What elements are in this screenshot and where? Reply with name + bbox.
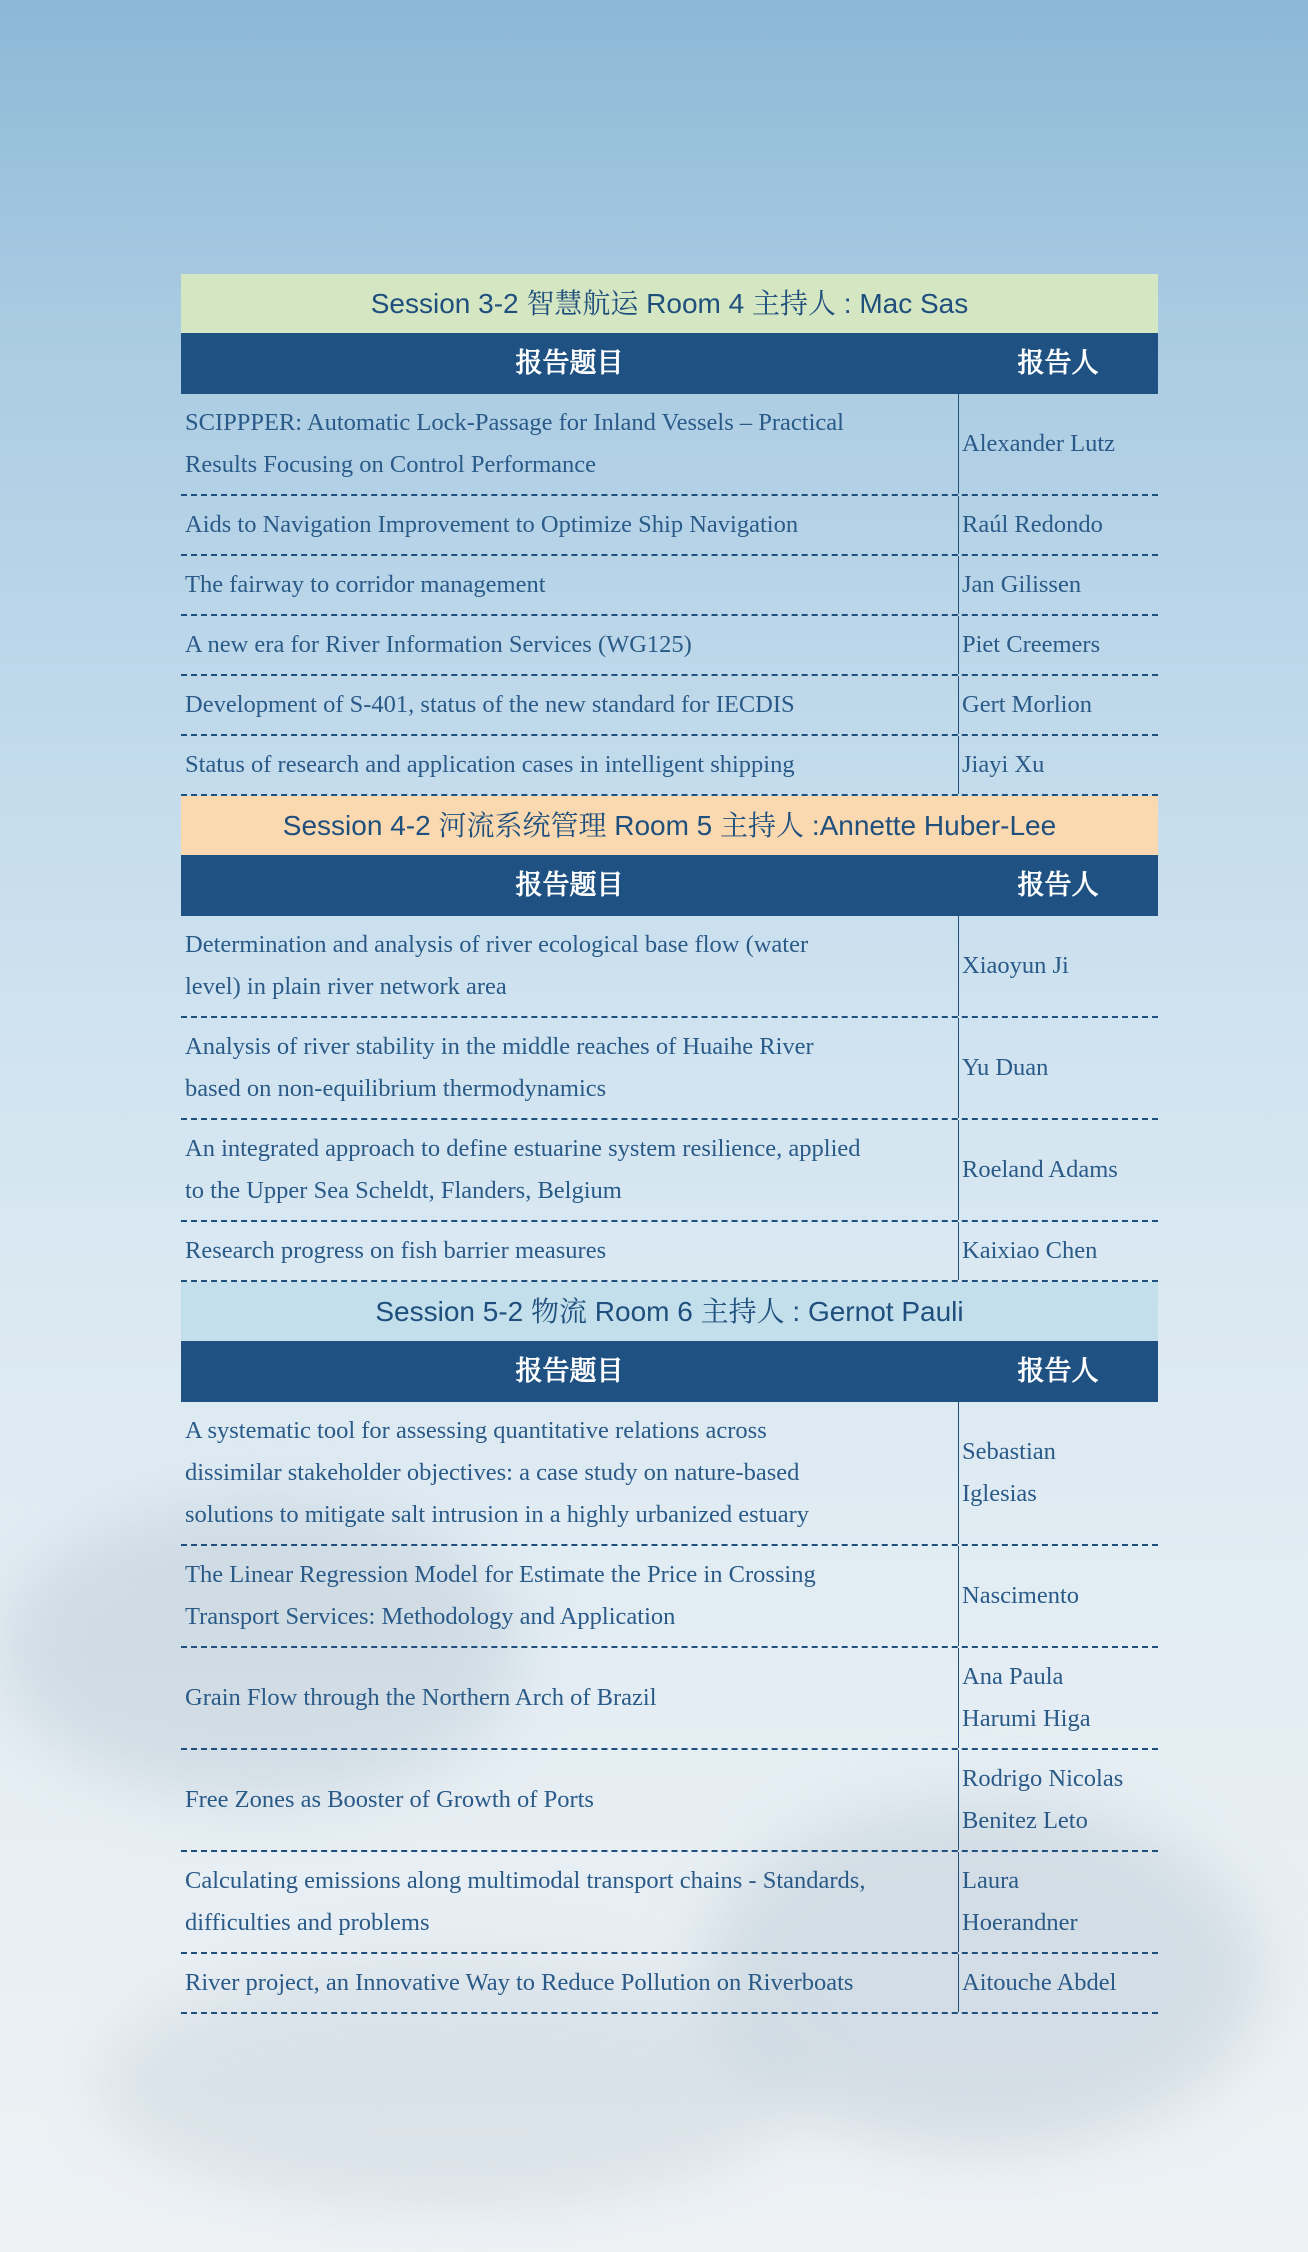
talk-title: Analysis of river stability in the middle reaches of Huaihe River based on non-equilibrium thermodynamics	[181, 1018, 959, 1118]
talk-title: Status of research and application cases in intelligent shipping	[181, 736, 959, 794]
speaker-name: Rodrigo Nicolas Benitez Leto	[962, 1765, 1124, 1834]
speaker-name: Sebastian Iglesias	[962, 1438, 1056, 1507]
talk-title: A new era for River Information Services (WG125)	[181, 616, 959, 674]
table-row	[181, 1546, 1158, 1648]
session-block	[181, 274, 1158, 796]
column-header-row	[181, 855, 1158, 916]
speaker-name: Raúl Redondo	[962, 511, 1103, 538]
talk-title: A systematic tool for assessing quantitative relations across dissimilar stakeholder objectives: a case study on nature-based solutions to mitigate salt intrusion in a highly urbanized estuary	[181, 1402, 959, 1544]
table-row	[181, 1222, 1158, 1282]
speaker-name: Laura Hoerandner	[962, 1867, 1078, 1936]
talk-title: Aids to Navigation Improvement to Optimize Ship Navigation	[181, 496, 959, 554]
talk-title: Grain Flow through the Northern Arch of Brazil	[181, 1648, 959, 1748]
column-header-title: 报告题目	[515, 1356, 624, 1386]
talk-title: Research progress on fish barrier measures	[181, 1222, 959, 1280]
talk-title: River project, an Innovative Way to Reduce Pollution on Riverboats	[181, 1954, 959, 2012]
table-row	[181, 556, 1158, 616]
column-header-speaker: 报告人	[1017, 870, 1099, 900]
table-row	[181, 676, 1158, 736]
table-row	[181, 394, 1158, 496]
session-heading: Session 3-2 智慧航运 Room 4 主持人 : Mac Sas	[181, 274, 1158, 333]
schedule-table	[181, 274, 1158, 2014]
speaker-name: Yu Duan	[962, 1054, 1049, 1081]
speaker-name: Gert Morlion	[962, 691, 1092, 718]
table-row	[181, 1402, 1158, 1546]
session-heading: Session 5-2 物流 Room 6 主持人 : Gernot Pauli	[181, 1282, 1158, 1341]
speaker-name: Jan Gilissen	[962, 571, 1082, 598]
table-row	[181, 1750, 1158, 1852]
column-header-row	[181, 333, 1158, 394]
speaker-name: Aitouche Abdel	[962, 1969, 1117, 1996]
table-row	[181, 1852, 1158, 1954]
talk-title: The Linear Regression Model for Estimate the Price in Crossing Transport Services: Methodology and Application	[181, 1546, 959, 1646]
column-header-speaker: 报告人	[1017, 348, 1099, 378]
table-row	[181, 496, 1158, 556]
column-header-row	[181, 1341, 1158, 1402]
talk-title: Calculating emissions along multimodal transport chains - Standards, difficulties and problems	[181, 1852, 959, 1952]
session-block	[181, 1282, 1158, 2014]
talk-title: An integrated approach to define estuarine system resilience, applied to the Upper Sea Scheldt, Flanders, Belgium	[181, 1120, 959, 1220]
column-header-speaker: 报告人	[1017, 1356, 1099, 1386]
column-header-title: 报告题目	[515, 348, 624, 378]
session-heading: Session 4-2 河流系统管理 Room 5 主持人 :Annette Huber-Lee	[181, 796, 1158, 855]
session-block	[181, 796, 1158, 1282]
speaker-name: Ana Paula Harumi Higa	[962, 1663, 1091, 1732]
column-header-title: 报告题目	[515, 870, 624, 900]
table-row	[181, 1018, 1158, 1120]
speaker-name: Jiayi Xu	[962, 751, 1045, 778]
talk-title: SCIPPPER: Automatic Lock-Passage for Inland Vessels – Practical Results Focusing on Control Performance	[181, 394, 959, 494]
speaker-name: Alexander Lutz	[962, 430, 1116, 457]
talk-title: Development of S-401, status of the new standard for IECDIS	[181, 676, 959, 734]
speaker-name: Roeland Adams	[962, 1156, 1118, 1183]
table-row	[181, 736, 1158, 796]
talk-title: The fairway to corridor management	[181, 556, 959, 614]
talk-title: Free Zones as Booster of Growth of Ports	[181, 1750, 959, 1850]
speaker-name: Xiaoyun Ji	[962, 952, 1069, 979]
table-row	[181, 1648, 1158, 1750]
table-row	[181, 1120, 1158, 1222]
speaker-name: Piet Creemers	[962, 631, 1101, 658]
table-row	[181, 1954, 1158, 2014]
speaker-name: Kaixiao Chen	[962, 1237, 1098, 1264]
talk-title: Determination and analysis of river ecological base flow (water level) in plain river network area	[181, 916, 959, 1016]
speaker-name: Nascimento	[962, 1582, 1080, 1609]
table-row	[181, 616, 1158, 676]
table-row	[181, 916, 1158, 1018]
